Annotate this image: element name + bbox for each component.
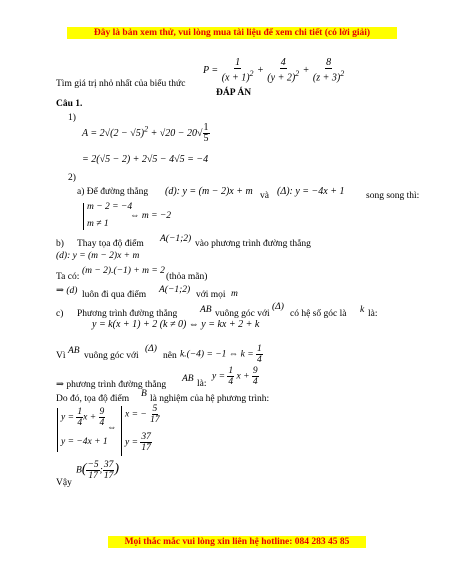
hotline-banner: Mọi thắc mắc vui lòng xin liên hệ hotline: 084 283 45 85 <box>108 536 366 548</box>
line-AB: AB <box>200 305 212 315</box>
equation-AB: y = $\frac{1}{4}$ x + $\frac{9}{4}$ <box>212 366 258 387</box>
question-label: Câu 1. <box>56 99 83 109</box>
and-text: và <box>260 191 269 201</box>
system-brace <box>83 203 84 230</box>
dodo-text2: là nghiệm của hệ phương trình: <box>150 394 270 404</box>
equation-A: $A = 2√(2 - √5)^2 + √20 - 20√$ $\frac{1}{5}$ <box>82 122 209 144</box>
part-c-text4: là: <box>368 309 378 319</box>
expression-P: P = $\frac{1}{(x + 1)^2}$ + $\frac{4}{(y + 2)^2}$ + $\frac{8}{(z + 3)^2}$ <box>203 57 345 84</box>
equation-k: y = k(x + 1) + 2 (k ≠ 0) ⇔ y = kx + 2 + k <box>92 319 260 330</box>
satisfied-text: (thỏa mãn) <box>166 272 208 282</box>
dodo-text: Do đó, tọa độ điểm <box>56 394 130 404</box>
part-c-text3: có hệ số góc là <box>290 309 347 319</box>
point-B-label: B <box>141 389 147 399</box>
system2-right-brace <box>121 406 122 456</box>
point-A: A(−1;2) <box>160 234 192 244</box>
line-delta: (Δ): y = −4x + 1 <box>277 186 345 197</box>
part-2-label: 2) <box>68 173 76 183</box>
system2-eq2: y = −4x + 1 <box>61 437 108 447</box>
equation-AB-name: AB <box>182 374 194 384</box>
system1-result: ⇔ m = −2 <box>130 211 172 221</box>
equivalent-arrow: ⇔ <box>107 423 117 433</box>
because-AB: AB <box>68 346 80 356</box>
line-d: (d): y = (m − 2)x + m <box>165 186 253 197</box>
system1-line1: m − 2 = −4 <box>87 202 133 212</box>
conclusion-m: m <box>231 289 238 299</box>
conclusion-text2: với mọi <box>196 290 226 300</box>
part-b-text: Thay tọa độ điểm <box>77 239 144 249</box>
system2-left-brace <box>57 408 58 452</box>
calc-b: (m − 2).(−1) + m = 2 <box>82 266 165 276</box>
final-point: B( $\frac{-5}{17}$ ; $\frac{37}{17}$ ) <box>76 460 119 481</box>
equation-AB-label: ⇒ phương trình đường thẳng <box>56 380 167 390</box>
parallel-text: song song thì: <box>366 191 420 201</box>
taco-label: Ta có: <box>56 272 80 282</box>
part-c-text2: vuông góc với <box>215 309 270 319</box>
problem-prompt: Tìm giá trị nhỏ nhất của biểu thức <box>56 79 186 89</box>
k-symbol: k <box>360 305 365 315</box>
solution-x: x = − $\frac{5}{17}$ <box>125 404 160 425</box>
system1-line2: m ≠ 1 <box>87 219 109 229</box>
delta-symbol: (Δ) <box>272 302 284 312</box>
part-1-label: 1) <box>68 113 76 123</box>
conclusion-text: luôn đi qua điểm <box>82 290 147 300</box>
part-a-text: a) Để đường thẳng <box>77 187 149 197</box>
conclusion-point: A(−1;2) <box>159 285 191 295</box>
equation-AB-la: là: <box>197 379 207 389</box>
k-calc: k.(−4) = −1 ⇔ k = $\frac{1}{4}$ <box>180 344 262 365</box>
part-c-label: c) <box>56 309 64 319</box>
because-delta: (Δ) <box>145 344 157 354</box>
part-b-text2: vào phương trình đường thẳng <box>195 239 311 249</box>
equation-d: (d): y = (m − 2)x + m <box>56 251 140 261</box>
part-b-label: b) <box>56 239 64 249</box>
equation-A-result: = 2(√5 − 2) + 2√5 − 4√5 = −4 <box>82 154 209 165</box>
vay-text: Vậy <box>56 478 72 488</box>
solution-y: y = $\frac{37}{17}$ <box>125 432 151 453</box>
system2-eq1: y = $\frac{1}{4}$ x + $\frac{9}{4}$ <box>61 407 105 428</box>
answer-title: ĐÁP ÁN <box>216 88 252 98</box>
because-text: Vì <box>56 351 66 361</box>
conclusion-d: ⇒ (d) <box>56 286 78 296</box>
part-c-text: Phương trình đường thẳng <box>77 309 178 319</box>
preview-banner: Đây là bản xem thử, vui lòng mua tài liệu để xem chi tiết (có lời giải) <box>67 27 397 39</box>
therefore-text: nên <box>163 351 177 361</box>
because-text2: vuông góc với <box>84 351 139 361</box>
